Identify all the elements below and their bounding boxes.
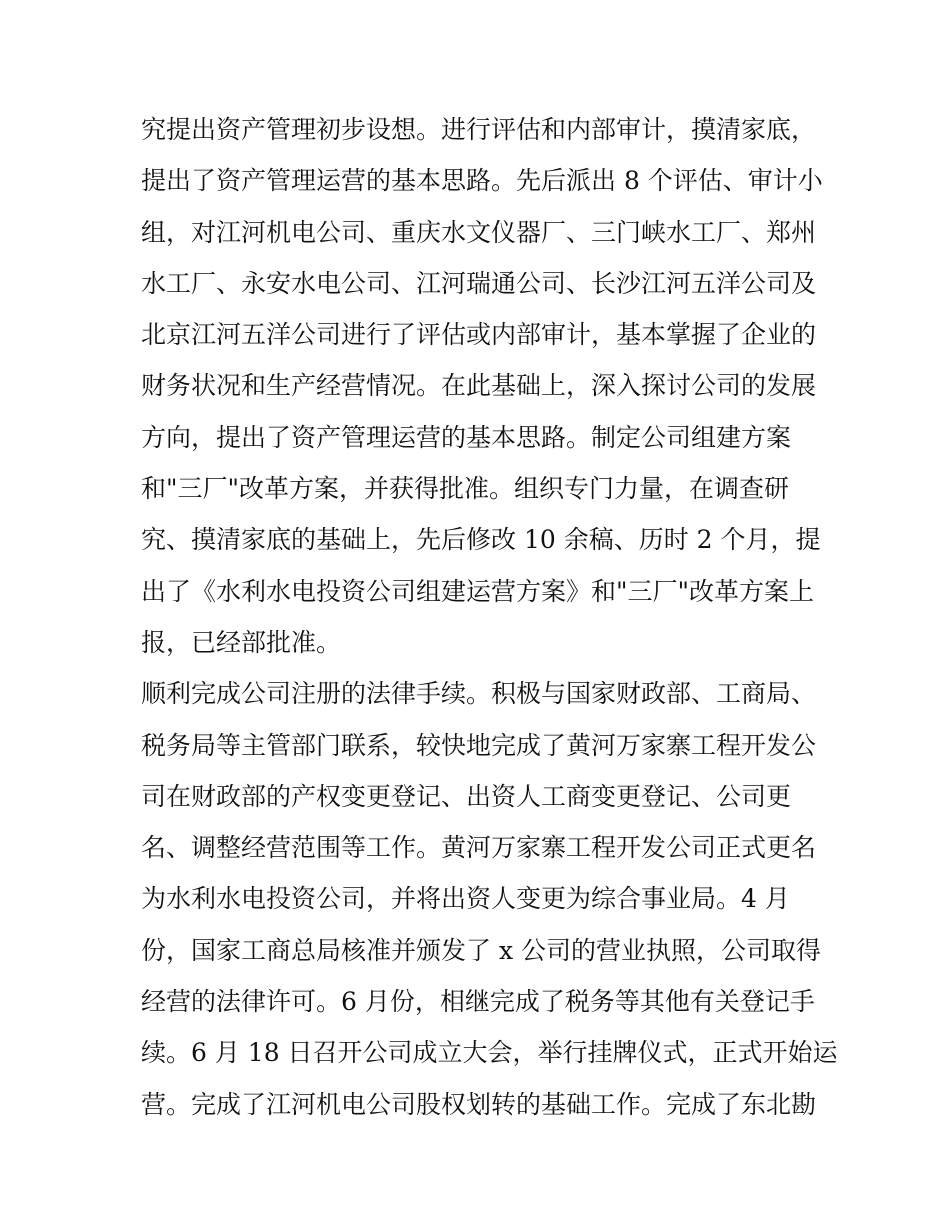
text-line: 续。6 月 18 日召开公司成立大会，举行挂牌仪式，正式开始运 <box>141 1038 838 1068</box>
text-line: 经营的法律许可。6 月份，相继完成了税务等其他有关登记手 <box>141 987 815 1017</box>
text-line: 为水利水电投资公司，并将出资人变更为综合事业局。4 月 <box>141 884 790 914</box>
text-line: 报，已经部批准。 <box>141 627 342 657</box>
text-line: 和"三厂"改革方案，并获得批准。组织专门力量，在调查研 <box>141 474 790 504</box>
text-line: 方向，提出了资产管理运营的基本思路。制定公司组建方案 <box>141 422 792 452</box>
text-line: 组，对江河机电公司、重庆水文仪器厂、三门峡水工厂、郑州 <box>141 217 817 247</box>
text-line: 究、摸清家底的基础上，先后修改 10 余稿、历时 2 个月，提 <box>141 525 821 555</box>
text-line: 北京江河五洋公司进行了评估或内部审计，基本掌握了企业的 <box>141 320 817 350</box>
body-text <box>141 104 838 1130</box>
text-line: 顺利完成公司注册的法律手续。积极与国家财政部、工商局、 <box>141 679 817 709</box>
text-line: 司在财政部的产权变更登记、出资人工商变更登记、公司更 <box>141 781 792 811</box>
text-line: 税务局等主管部门联系，较快地完成了黄河万家寨工程开发公 <box>141 730 817 760</box>
text-line: 营。完成了江河机电公司股权划转的基础工作。完成了东北勘 <box>141 1089 817 1119</box>
text-line: 财务状况和生产经营情况。在此基础上，深入探讨公司的发展 <box>141 371 817 401</box>
text-line: 出了《水利水电投资公司组建运营方案》和"三厂"改革方案上 <box>141 576 815 606</box>
text-line: 提出了资产管理运营的基本思路。先后派出 8 个评估、审计小 <box>141 166 823 196</box>
text-line: 水工厂、永安水电公司、江河瑞通公司、长沙江河五洋公司及 <box>141 268 817 298</box>
text-line: 究提出资产管理初步设想。进行评估和内部审计，摸清家底， <box>141 115 817 144</box>
text-line: 份，国家工商总局核准并颁发了 x 公司的营业执照，公司取得 <box>141 935 821 965</box>
text-line: 名、调整经营范围等工作。黄河万家寨工程开发公司正式更名 <box>141 833 817 863</box>
